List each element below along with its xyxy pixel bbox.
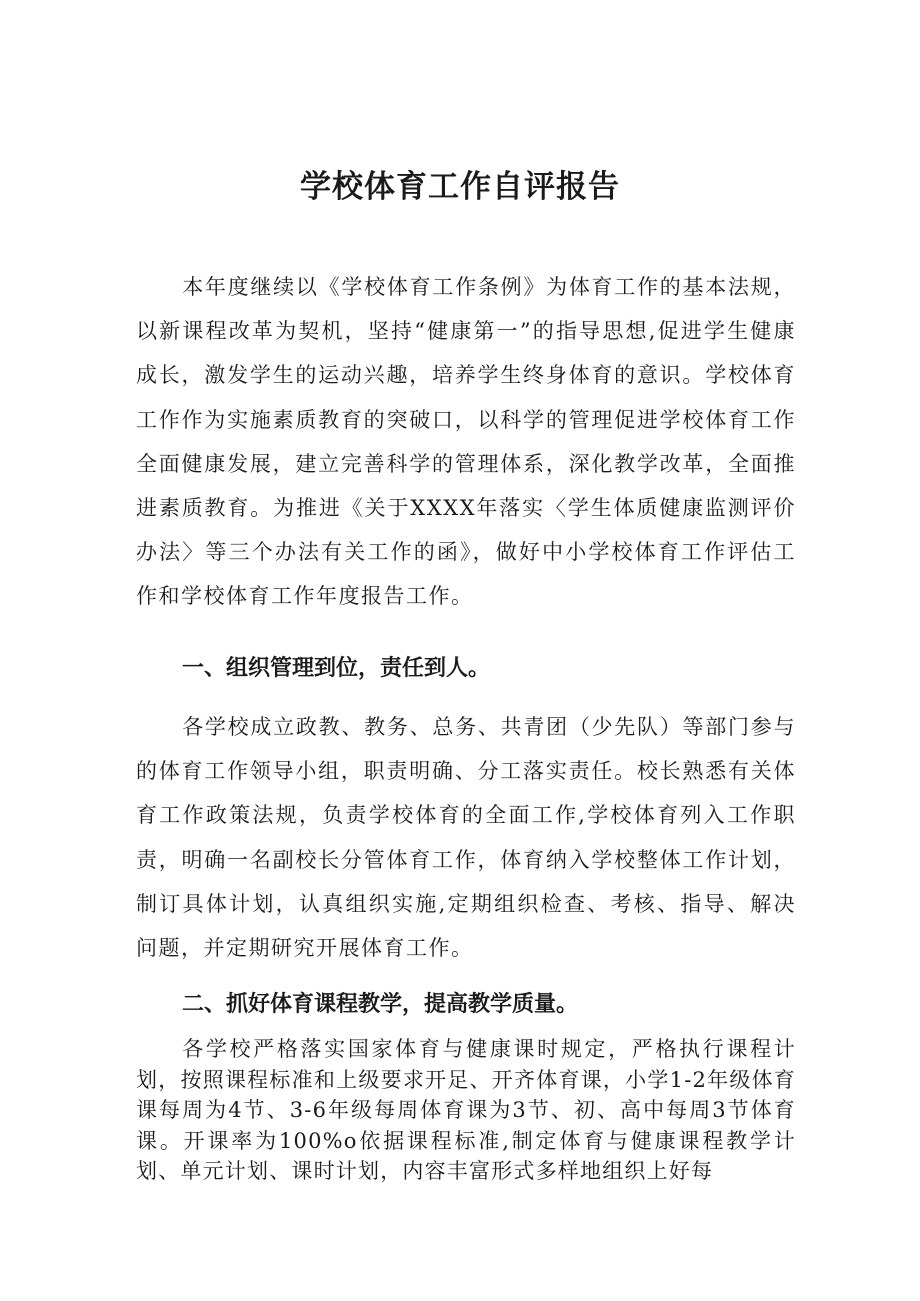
intro-paragraph: 本年度继续以《学校体育工作条例》为体育工作的基本法规，以新课程改革为契机，坚持“健康第一”的指导思想,促进学生健康成长，激发学生的运动兴趣，培养学生终身体育的意识。学校体育工作作为实施素质教育的突破口，以科学的管理促进学校体育工作全面健康发展，建立完善科学的管理体系，深化教学改革，全面推进素质教育。为推进《关于XXXX年落实〈学生体质健康监测评价办法〉等三个办法有关工作的函》，做好中小学校体育工作评估工作和学校体育工作年度报告工作。	[136, 275, 796, 609]
section-1-heading: 一、组织管理到位，责任到人。	[182, 656, 491, 681]
section-1-paragraph: 各学校成立政教、教务、总务、共青团（少先队）等部门参与的体育工作领导小组，职责明确、分工落实责任。校长熟悉有关体育工作政策法规，负责学校体育的全面工作,学校体育列入工作职责，明确一名副校长分管体育工作，体育纳入学校整体工作计划，制订具体计划，认真组织实施,定期组织检查、考核、指导、解决问题，并定期研究开展体育工作。	[136, 715, 796, 961]
section-2-heading: 二、抓好体育课程教学，提高教学质量。	[182, 992, 579, 1017]
document-title: 学校体育工作自评报告	[300, 169, 620, 205]
section-2-paragraph: 各学校严格落实国家体育与健康课时规定，严格执行课程计划，按照课程标准和上级要求开足、开齐体育课，小学1-2年级体育课每周为4节、3-6年级每周体育课为3节、初、高中每周3节体育课。开课率为100%o依据课程标准,制定体育与健康课程教学计划、单元计划、课时计划，内容丰富形式多样地组织上好每	[136, 1037, 796, 1183]
